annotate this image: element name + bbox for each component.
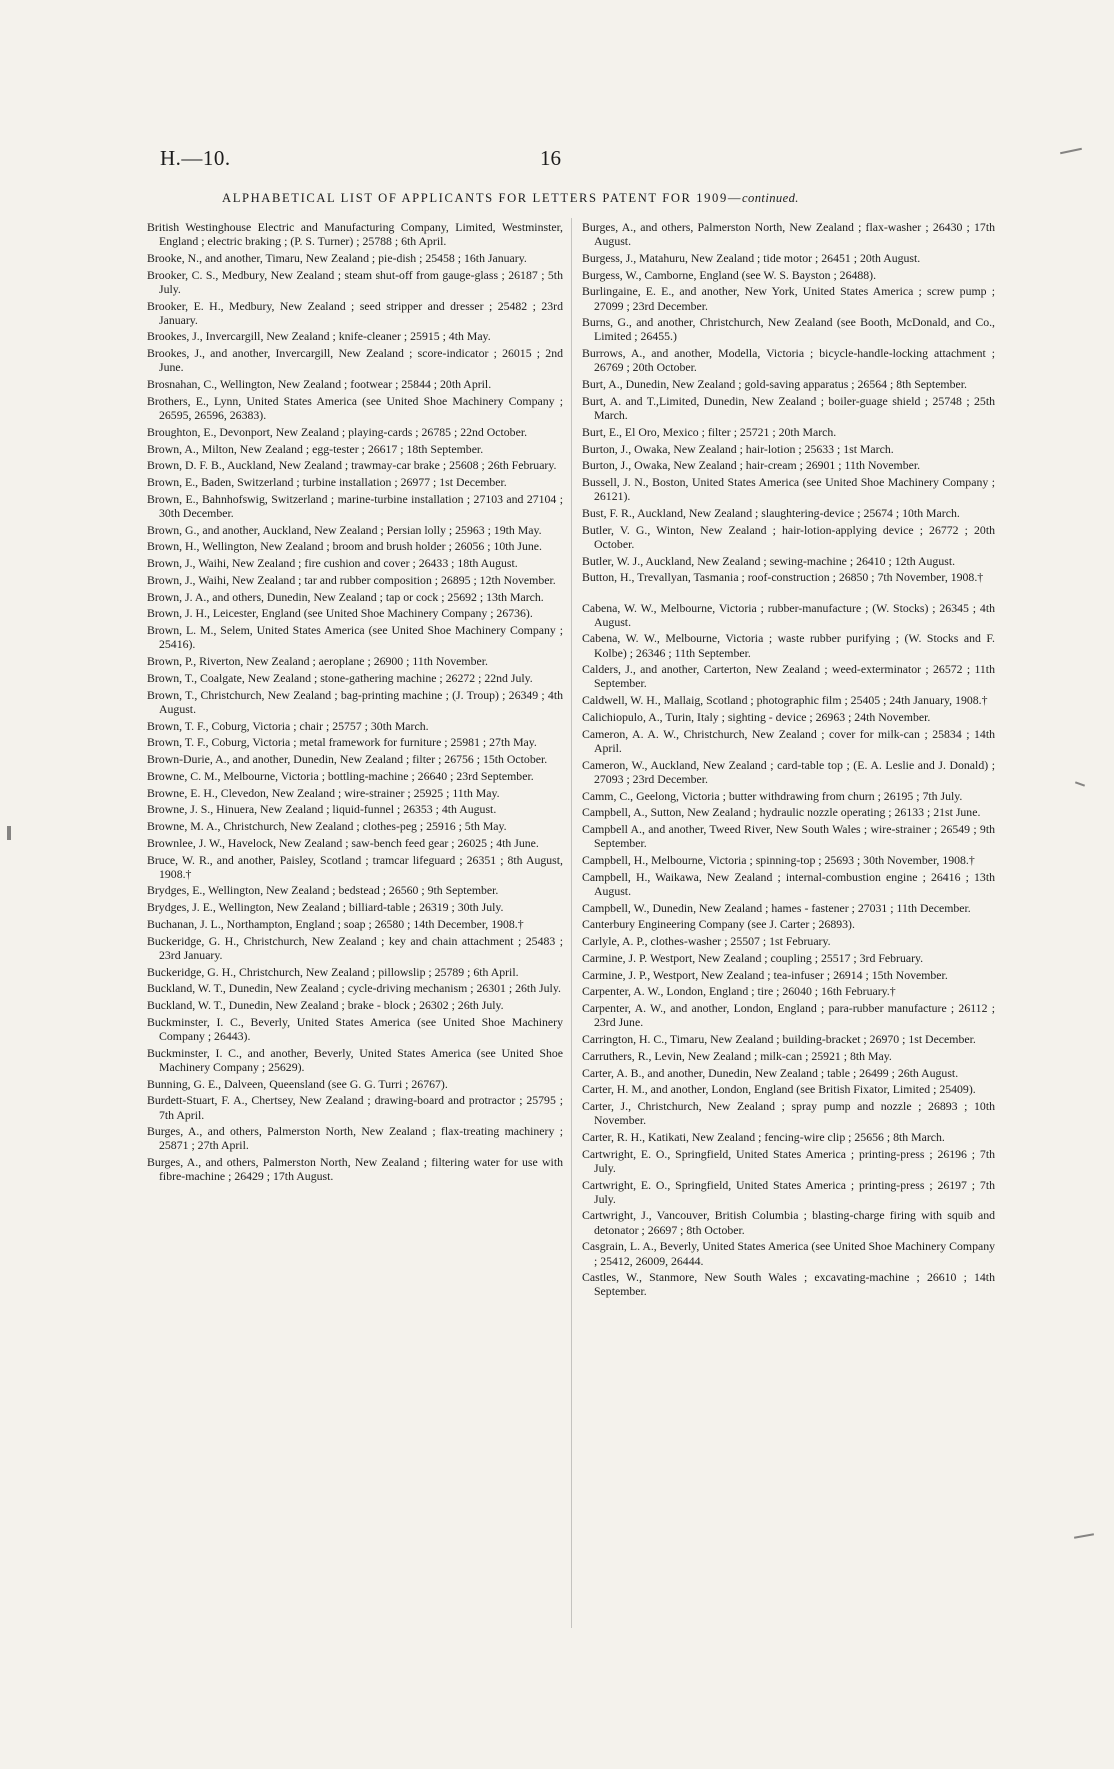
list-entry: Burges, A., and others, Palmerston North, New Zealand ; flax-treating machinery ; 25871 ; 27th April. — [147, 1124, 563, 1153]
list-entry: Broughton, E., Devonport, New Zealand ; playing-cards ; 26785 ; 22nd October. — [147, 424, 528, 439]
list-entry: Carmine, J. P., Westport, New Zealand ; tea-infuser ; 26914 ; 15th November. — [582, 967, 948, 982]
list-entry: Carrington, H. C., Timaru, New Zealand ; building-bracket ; 26970 ; 1st December. — [582, 1032, 976, 1046]
list-entry: Butler, W. J., Auckland, New Zealand ; sewing-machine ; 26410 ; 12th August. — [582, 553, 956, 568]
list-entry: Browne, M. A., Christchurch, New Zealand ; clothes-peg ; 25916 ; 5th May. — [147, 819, 507, 833]
list-entry: Carpenter, A. W., and another, London, England ; para-rubber manufacture ; 26112 ; 23rd June. — [582, 1001, 995, 1030]
list-entry: Canterbury Engineering Company (see J. Carter ; 26893). — [582, 917, 855, 932]
list-entry: Buckminster, I. C., and another, Beverly, United States America (see United Shoe Machinery Company ; 25629). — [147, 1045, 563, 1074]
list-entry: Brown, J., Waihi, New Zealand ; tar and rubber composition ; 26895 ; 12th November. — [147, 572, 556, 587]
list-entry: Casgrain, L. A., Beverly, United States America (see United Shoe Machinery Company ; 25412, 26009, 26444. — [582, 1239, 995, 1268]
list-entry: Burlingaine, E. E., and another, New York, United States America ; screw pump ; 27099 ; 23rd December. — [582, 284, 995, 313]
list-entry: Bruce, W. R., and another, Paisley, Scotland ; tramcar lifeguard ; 26351 ; 8th August, 1908.† — [147, 852, 563, 881]
list-entry: Buckland, W. T., Dunedin, New Zealand ; cycle-driving mechanism ; 26301 ; 26th July. — [147, 981, 561, 996]
list-entry: Brothers, E., Lynn, United States America (see United Shoe Machinery Company ; 26595, 26596, 26383). — [147, 393, 563, 423]
list-entry: Caldwell, W. H., Mallaig, Scotland ; photographic film ; 25405 ; 24th January, 1908.† — [582, 693, 988, 708]
list-entry: Cartwright, E. O., Springfield, United States America ; printing-press ; 26197 ; 7th July. — [582, 1177, 995, 1206]
list-entry: Bunning, G. E., Dalveen, Queensland (see G. G. Turri ; 26767). — [147, 1076, 448, 1091]
list-entry: Cabena, W. W., Melbourne, Victoria ; waste rubber purifying ; (W. Stocks and F. Kolbe) ; 26346 ; 11th September. — [582, 631, 995, 660]
list-entry: Brown, J. H., Leicester, England (see United Shoe Machinery Company ; 26736). — [147, 606, 533, 621]
list-entry: Brown, H., Wellington, New Zealand ; broom and brush holder ; 26056 ; 10th June. — [147, 539, 542, 554]
margin-mark — [1074, 1533, 1094, 1538]
list-entry: Campbell A., and another, Tweed River, New South Wales ; wire-strainer ; 26549 ; 9th September. — [582, 822, 995, 851]
list-entry: Cabena, W. W., Melbourne, Victoria ; rubber-manufacture ; (W. Stocks) ; 26345 ; 4th August. — [582, 600, 995, 629]
list-entry: Buckminster, I. C., Beverly, United States America (see United Shoe Machinery Company ; 26443). — [147, 1014, 563, 1043]
list-entry: Carter, J., Christchurch, New Zealand ; spray pump and nozzle ; 26893 ; 10th November. — [582, 1099, 995, 1128]
column-divider — [571, 218, 572, 1628]
list-entry: Brown, J. A., and others, Dunedin, New Zealand ; tap or cock ; 25692 ; 13th March. — [147, 589, 544, 604]
list-entry: Brooker, C. S., Medbury, New Zealand ; steam shut-off from gauge-glass ; 26187 ; 5th July. — [147, 267, 563, 296]
list-entry: Campbell, A., Sutton, New Zealand ; hydraulic nozzle operating ; 26133 ; 21st June. — [582, 805, 981, 820]
list-entry: Browne, C. M., Melbourne, Victoria ; bottling-machine ; 26640 ; 23rd September. — [147, 768, 534, 783]
list-entry: Carruthers, R., Levin, New Zealand ; milk-can ; 25921 ; 8th May. — [582, 1048, 892, 1063]
list-entry: Cartwright, E. O., Springfield, United States America ; printing-press ; 26196 ; 7th July. — [582, 1146, 995, 1175]
list-entry: Buckeridge, G. H., Christchurch, New Zealand ; key and chain attachment ; 25483 ; 23rd January. — [147, 933, 563, 962]
list-entry: Campbell, H., Melbourne, Victoria ; spinning-top ; 25693 ; 30th November, 1908.† — [582, 852, 975, 867]
list-entry: Cartwright, J., Vancouver, British Columbia ; blasting-charge firing with squib and detonator ; 26697 ; 8th October. — [582, 1208, 995, 1237]
list-entry: Cameron, W., Auckland, New Zealand ; card-table top ; (E. A. Leslie and J. Donald) ; 27093 ; 23rd December. — [582, 757, 995, 786]
list-entry: Brown, G., and another, Auckland, New Zealand ; Persian lolly ; 25963 ; 19th May. — [147, 522, 542, 537]
list-entry: Brown, E., Bahnhofswig, Switzerland ; marine-turbine installation ; 27103 and 27104 ; 30th December. — [147, 491, 563, 520]
list-entry: Brydges, E., Wellington, New Zealand ; bedstead ; 26560 ; 9th September. — [147, 883, 499, 898]
list-title — [222, 191, 799, 206]
list-entry: Button, H., Trevallyan, Tasmania ; roof-construction ; 26850 ; 7th November, 1908.† — [582, 570, 984, 585]
list-entry: Butler, V. G., Winton, New Zealand ; hair-lotion-applying device ; 26772 ; 20th October. — [582, 522, 995, 551]
list-entry: British Westinghouse Electric and Manufacturing Company, Limited, Westminster, England ; electric braking ; (P. S. Turner) ; 25788 ; 6th April. — [147, 220, 563, 249]
list-entry: Browne, E. H., Clevedon, New Zealand ; wire-strainer ; 25925 ; 11th May. — [147, 785, 500, 800]
list-entry: Brown, A., Milton, New Zealand ; egg-tester ; 26617 ; 18th September. — [147, 441, 484, 456]
list-entry: Burt, A. and T.,Limited, Dunedin, New Zealand ; boiler-guage shield ; 25748 ; 25th March. — [582, 393, 995, 423]
margin-mark — [1075, 781, 1085, 786]
list-entry: Brown, T. F., Coburg, Victoria ; metal framework for furniture ; 25981 ; 27th May. — [147, 735, 537, 750]
list-entry: Burges, A., and others, Palmerston North, New Zealand ; flax-washer ; 26430 ; 17th August. — [582, 220, 995, 249]
list-entry: Brosnahan, C., Wellington, New Zealand ; footwear ; 25844 ; 20th April. — [147, 377, 492, 392]
list-entry: Castles, W., Stanmore, New South Wales ; excavating-machine ; 26610 ; 14th September. — [582, 1270, 995, 1299]
list-entry: Brooke, N., and another, Timaru, New Zealand ; pie-dish ; 25458 ; 16th January. — [147, 250, 527, 265]
margin-mark — [7, 826, 11, 840]
list-entry: Brown, L. M., Selem, United States America (see United Shoe Machinery Company ; 25416). — [147, 623, 563, 652]
list-entry: Carter, A. B., and another, Dunedin, New Zealand ; table ; 26499 ; 26th August. — [582, 1065, 959, 1080]
list-entry: Brown, E., Baden, Switzerland ; turbine installation ; 26977 ; 1st December. — [147, 475, 507, 490]
list-entry: Brown, T., Christchurch, New Zealand ; bag-printing machine ; (J. Troup) ; 26349 ; 4th August. — [147, 687, 563, 716]
page-reference: H.—10. — [160, 146, 231, 170]
list-entry: Burton, J., Owaka, New Zealand ; hair-cream ; 26901 ; 11th November. — [582, 458, 921, 473]
list-entry: Brown, P., Riverton, New Zealand ; aeroplane ; 26900 ; 11th November. — [147, 654, 488, 669]
list-entry: Carpenter, A. W., London, England ; tire ; 26040 ; 16th February.† — [582, 984, 896, 999]
list-entry: Camm, C., Geelong, Victoria ; butter withdrawing from churn ; 26195 ; 7th July. — [582, 788, 963, 803]
list-title-suffix: continued. — [742, 191, 799, 205]
list-entry: Campbell, W., Dunedin, New Zealand ; hames - fastener ; 27031 ; 11th December. — [582, 900, 971, 915]
margin-mark — [1060, 148, 1082, 155]
list-entry: Brown, T. F., Coburg, Victoria ; chair ; 25757 ; 30th March. — [147, 718, 429, 733]
list-entry: Calders, J., and another, Carterton, New Zealand ; weed-exterminator ; 26572 ; 11th September. — [582, 662, 995, 691]
list-entry: Burt, A., Dunedin, New Zealand ; gold-saving apparatus ; 26564 ; 8th September. — [582, 377, 967, 392]
page-number: 16 — [540, 146, 561, 170]
list-entry: Burns, G., and another, Christchurch, New Zealand (see Booth, McDonald, and Co., Limited ; 26455.) — [582, 315, 995, 344]
list-entry: Calichiopulo, A., Turin, Italy ; sighting - device ; 26963 ; 24th November. — [582, 709, 931, 724]
list-entry: Brookes, J., and another, Invercargill, New Zealand ; score-indicator ; 26015 ; 2nd June. — [147, 346, 563, 375]
list-entry: Burgess, J., Matahuru, New Zealand ; tide motor ; 26451 ; 20th August. — [582, 250, 921, 265]
right-column — [582, 220, 995, 1301]
list-entry: Brooker, E. H., Medbury, New Zealand ; seed stripper and dresser ; 25482 ; 23rd January. — [147, 298, 563, 327]
list-title-text: ALPHABETICAL LIST OF APPLICANTS FOR LETTERS PATENT FOR 1909— — [222, 191, 743, 205]
list-entry: Browne, J. S., Hinuera, New Zealand ; liquid-funnel ; 26353 ; 4th August. — [147, 802, 497, 817]
list-entry: Cameron, A. A. W., Christchurch, New Zealand ; cover for milk-can ; 25834 ; 14th April. — [582, 726, 995, 755]
list-entry: Bust, F. R., Auckland, New Zealand ; slaughtering-device ; 25674 ; 10th March. — [582, 505, 960, 520]
list-entry: Burges, A., and others, Palmerston North, New Zealand ; filtering water for use with fibre-machine ; 26429 ; 17th August. — [147, 1155, 563, 1184]
list-entry: Carlyle, A. P., clothes-washer ; 25507 ; 1st February. — [582, 934, 831, 949]
list-entry: Carter, H. M., and another, London, England (see British Fixator, Limited ; 25409). — [582, 1082, 976, 1097]
list-entry: Burgess, W., Camborne, England (see W. S. Bayston ; 26488). — [582, 267, 877, 282]
list-entry: Carter, R. H., Katikati, New Zealand ; fencing-wire clip ; 25656 ; 8th March. — [582, 1129, 945, 1144]
list-entry: Brown, J., Waihi, New Zealand ; fire cushion and cover ; 26433 ; 18th August. — [147, 556, 518, 571]
list-entry: Buckeridge, G. H., Christchurch, New Zealand ; pillowslip ; 25789 ; 6th April. — [147, 964, 519, 979]
list-entry: Brown, D. F. B., Auckland, New Zealand ; trawmay-car brake ; 25608 ; 26th February. — [147, 458, 557, 473]
list-entry: Campbell, H., Waikawa, New Zealand ; internal-combustion engine ; 26416 ; 13th August. — [582, 869, 995, 898]
list-entry: Bussell, J. N., Boston, United States America (see United Shoe Machinery Company ; 26121). — [582, 475, 995, 504]
list-entry: Burton, J., Owaka, New Zealand ; hair-lotion ; 25633 ; 1st March. — [582, 441, 894, 456]
list-entry: Brownlee, J. W., Havelock, New Zealand ; saw-bench feed gear ; 26025 ; 4th June. — [147, 835, 539, 850]
list-entry: Burt, E., El Oro, Mexico ; filter ; 25721 ; 20th March. — [582, 424, 837, 439]
list-entry: Buchanan, J. L., Northampton, England ; soap ; 26580 ; 14th December, 1908.† — [147, 916, 524, 931]
list-entry: Brown, T., Coalgate, New Zealand ; stone-gathering machine ; 26272 ; 22nd July. — [147, 670, 533, 685]
list-entry: Carmine, J. P. Westport, New Zealand ; coupling ; 25517 ; 3rd February. — [582, 950, 924, 965]
list-entry: Buckland, W. T., Dunedin, New Zealand ; brake - block ; 26302 ; 26th July. — [147, 998, 504, 1013]
list-entry: Brydges, J. E., Wellington, New Zealand ; billiard-table ; 26319 ; 30th July. — [147, 900, 504, 915]
list-entry: Burrows, A., and another, Modella, Victoria ; bicycle-handle-locking attachment ; 26769 ; 20th October. — [582, 346, 995, 375]
list-entry: Burdett-Stuart, F. A., Chertsey, New Zealand ; drawing-board and protractor ; 25795 ; 7th April. — [147, 1093, 563, 1122]
list-entry: Brown-Durie, A., and another, Dunedin, New Zealand ; filter ; 26756 ; 15th October. — [147, 752, 548, 766]
list-entry: Brookes, J., Invercargill, New Zealand ; knife-cleaner ; 25915 ; 4th May. — [147, 329, 491, 344]
left-column — [147, 220, 563, 1186]
